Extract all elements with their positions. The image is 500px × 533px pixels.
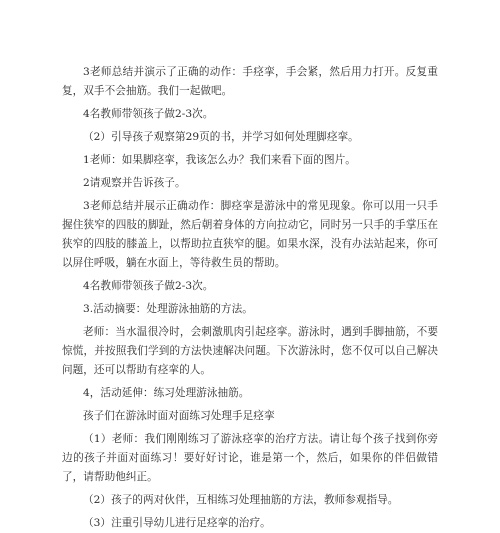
paragraph-teacher-lead-1: 4名教师带领孩子做2-3次。 xyxy=(83,108,214,120)
paragraph-observe-tell: 2请观察并告诉孩子。 xyxy=(83,177,186,189)
paragraph-activity-summary: 3.活动摘要：处理游泳抽筋的方法。 xyxy=(83,303,253,315)
paragraph-teacher-question: 1老师：如果脚痉挛，我该怎么办？我们来看下面的图片。 xyxy=(83,154,356,166)
paragraph-hand-cramp-summary: 3老师总结并演示了正确的动作：手痉挛，手会紧，然后用力打开。反复重复，双手不会抽筋。我们一起做吧。 xyxy=(62,66,438,97)
paragraph-observe-book: （2）引导孩子观察第29页的书，并学习如何处理脚痉挛。 xyxy=(83,131,359,143)
paragraph-activity-extension: 4，活动延伸：练习处理游泳抽筋。 xyxy=(83,387,250,399)
paragraph-teacher-water-temp: 老师：当水温很冷时，会刺激肌肉引起痉挛。游泳时，遇到手脚抽筋，不要惊慌，并按照我们学到的方法快速解决问题。下次游泳时，您不仅可以自己解决问题，还可以帮助有痉挛的人。 xyxy=(62,326,438,376)
paragraph-teacher-lead-2: 4名教师带领孩子做2-3次。 xyxy=(83,280,214,292)
paragraph-foot-cramp-summary: 3老师总结并展示正确动作：脚痉挛是游泳中的常见现象。你可以用一只手握住狭窄的四肢的脚趾，然后朝着身体的方向拉动它，同时另一只手的手掌压在狭窄的四肢的膝盖上，以帮助拉直狭窄的腿。如果水深，没有办法站起来，你可以屏住呼吸，躺在水面上，等待救生员的帮助。 xyxy=(62,200,438,269)
paragraph-face-to-face: 孩子们在游泳时面对面练习处理手足痉挛 xyxy=(83,410,275,422)
paragraph-guide-foot-cramp: （3）注重引导幼儿进行足痉挛的治疗。 xyxy=(83,517,271,529)
paragraph-pair-practice: （1）老师：我们刚刚练习了游泳痉挛的治疗方法。请让每个孩子找到你旁边的孩子并面对面练习！要好好讨论，谁是第一个，然后，如果你的伴侣做错了，请帮助他纠正。 xyxy=(62,433,438,483)
paragraph-partners-practice: （2）孩子的两对伙伴，互相练习处理抽筋的方法，教师参观指导。 xyxy=(83,494,399,506)
